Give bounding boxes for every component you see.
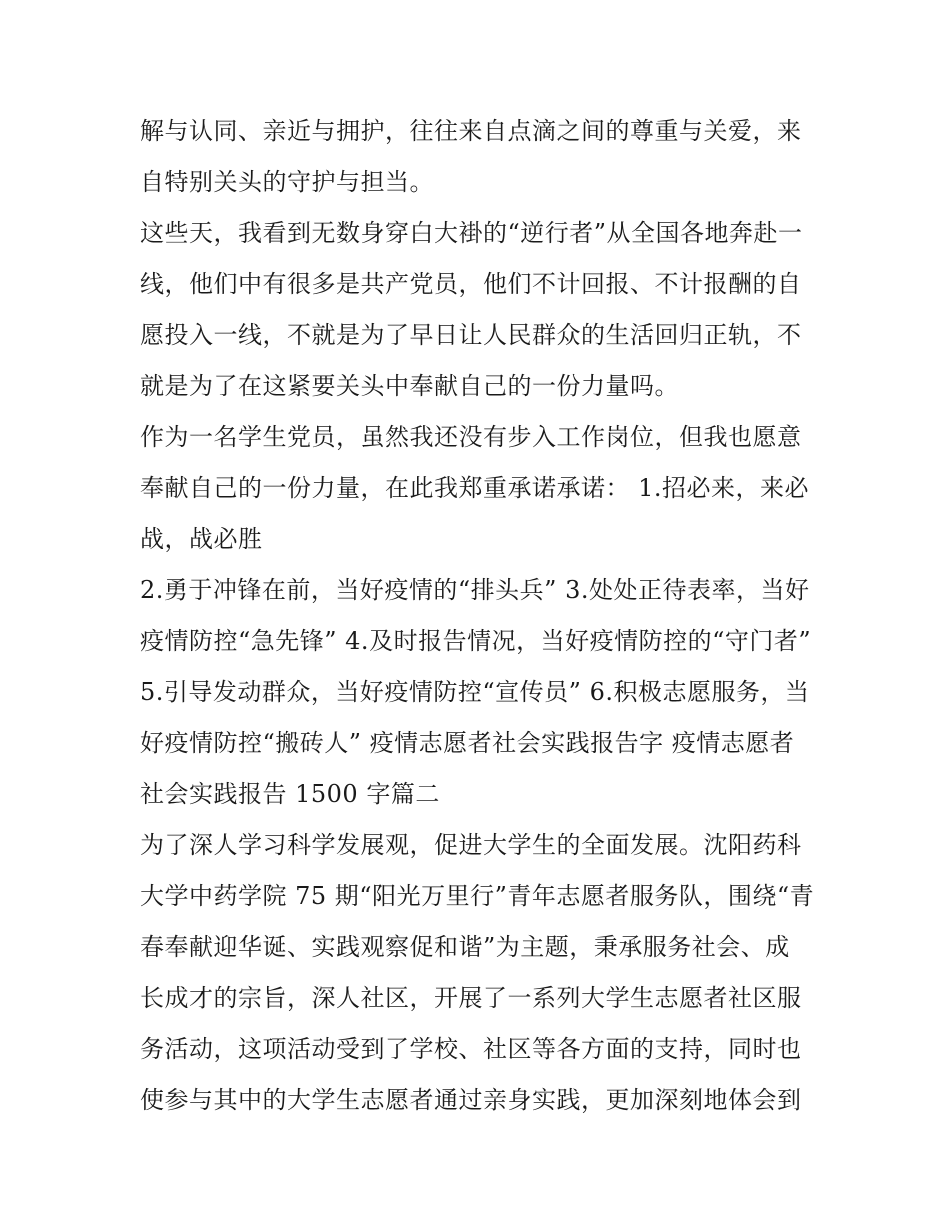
document-body	[140, 106, 816, 1126]
text-line-7: 作为一名学生党员，虽然我还没有步入工作岗位，但我也愿意	[140, 423, 802, 451]
text-line-12: 5.引导发动群众，当好疫情防控“宣传员” 6.积极志愿服务，当	[140, 678, 810, 706]
text-line-17: 春奉献迎华诞、实践观察促和谐”为主题，秉承服务社会、成	[140, 933, 790, 961]
text-line-20: 使参与其中的大学生志愿者通过亲身实践，更加深刻地体会到	[140, 1086, 802, 1114]
text-line-15: 为了深人学习科学发展观，促进大学生的全面发展。沈阳药科	[140, 831, 802, 859]
text-line-6: 就是为了在这紧要关头中奉献自己的一份力量吗。	[140, 372, 679, 400]
text-line-13: 好疫情防控“搬砖人” 疫情志愿者社会实践报告字 疫情志愿者	[140, 729, 795, 757]
text-line-4: 线，他们中有很多是共产党员，他们不计回报、不计报酬的自	[140, 270, 802, 298]
text-line-1: 解与认同、亲近与拥护，往往来自点滴之间的尊重与关爱，来	[140, 117, 802, 145]
text-line-3: 这些天，我看到无数身穿白大褂的“逆行者”从全国各地奔赴一	[140, 219, 803, 247]
text-line-18: 长成才的宗旨，深人社区，开展了一系列大学生志愿者社区服	[140, 984, 802, 1012]
text-line-8: 奉献自己的一份力量，在此我郑重承诺承诺： 1.招必来，来必	[140, 474, 810, 502]
text-line-9: 战，战必胜	[140, 525, 263, 553]
text-line-10: 2.勇于冲锋在前，当好疫情的“排头兵” 3.处处正待表率，当好	[140, 576, 810, 604]
text-line-19: 务活动，这项活动受到了学校、社区等各方面的支持，同时也	[140, 1035, 802, 1063]
text-line-5: 愿投入一线，不就是为了早日让人民群众的生活回归正轨，不	[140, 321, 802, 349]
text-line-2: 自特别关头的守护与担当。	[140, 168, 434, 196]
text-line-16: 大学中药学院 75 期“阳光万里行”青年志愿者服务队，围绕“青	[140, 882, 815, 910]
text-line-11: 疫情防控“急先锋” 4.及时报告情况，当好疫情防控的“守门者”	[140, 627, 812, 655]
text-line-14: 社会实践报告 1500 字篇二	[140, 780, 440, 808]
